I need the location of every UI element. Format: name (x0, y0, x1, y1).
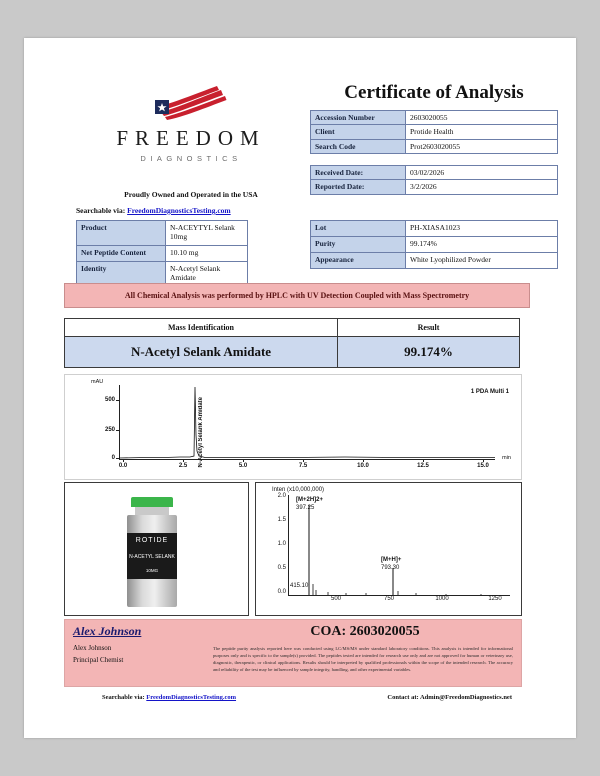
ms-annotation-doubly-charged: [M+2H]2+ (296, 497, 324, 503)
analysis-method-banner: All Chemical Analysis was performed by HPLC with UV Detection Coupled with Mass Spectrometry (64, 283, 530, 308)
chromatogram-xtick-6: 15.0 (477, 463, 489, 469)
accession-number-label: Accession Number (311, 111, 406, 125)
dates-table (310, 165, 558, 195)
product-table (76, 220, 248, 286)
disclaimer-text: The peptide purity analysis reported here was conducted using LC/MS/MS under standard laboratory conditions. This analysis is intended for informational purposes only and is specific to the sample(s) provided. The peptides tested are intended for research use only and are not approved for human or veterinary use, diagnostic, therapeutic, or clinical applications. Results should be interpreted by qualified professionals within the scope of the intended research. The accuracy and reliability of the test may be influenced by sample integrity, handling, and other experimental variables. (213, 646, 513, 672)
ms-ytick-2: 1.0 (277, 541, 286, 547)
ms-xtick-2: 1000 (435, 596, 449, 602)
vial-label (127, 533, 177, 579)
table-row (311, 180, 558, 194)
purity-result-value: 99.174% (338, 337, 520, 368)
mass-spectrum-chart (255, 482, 522, 616)
table-row (311, 221, 558, 237)
product-value: N-ACEYTYL Selank 10mg (166, 221, 248, 246)
table-row (77, 246, 248, 262)
chromatogram-xtick-5: 12.5 (417, 463, 429, 469)
accession-table (310, 110, 558, 154)
searchable-link-top[interactable]: FreedomDiagnosticsTesting.com (127, 206, 231, 215)
coa-number: COA: 2603020055 (310, 624, 420, 639)
chromatogram-xtick-2: 5.0 (238, 463, 248, 469)
vial-dose-text: 10MG (145, 568, 159, 573)
table-row (77, 221, 248, 246)
searchable-via-top (76, 206, 231, 215)
searchable-link-bottom[interactable]: FreedomDiagnosticsTesting.com (146, 694, 237, 701)
ms-ytick-1: 0.5 (277, 565, 286, 571)
ms-ytick-3: 1.5 (277, 517, 286, 523)
received-date-label: Received Date: (311, 166, 406, 180)
table-row (65, 337, 520, 368)
document-sheet (24, 38, 576, 738)
chromatogram-legend: 1 PDA Multi 1 (470, 389, 509, 395)
vial-illustration (123, 497, 181, 607)
vial-cap (131, 497, 173, 507)
table-header-row (65, 319, 520, 337)
identity-label: Identity (77, 262, 166, 286)
contact-email: Admin@FreedomDiagnostics.net (419, 694, 512, 701)
result-header: Result (338, 319, 520, 337)
analyte-name-value: N-Acetyl Selank Amidate (65, 337, 338, 368)
net-peptide-content-label: Net Peptide Content (77, 246, 166, 262)
signer-name: Alex Johnson (73, 644, 112, 652)
vial-product-text: N-ACETYL SELANK (129, 554, 175, 560)
chromatogram-y-axis-unit: mAU (91, 379, 104, 385)
table-row (311, 125, 558, 139)
product-label: Product (77, 221, 166, 246)
identity-value: N-Acetyl Selank Amidate (166, 262, 248, 286)
proudly-made-text: Proudly Owned and Operated in the USA (124, 190, 258, 199)
ms-trace (256, 483, 521, 615)
table-row (311, 111, 558, 125)
footer-panel (64, 619, 522, 687)
document-inner (24, 38, 576, 738)
searchable-label-bottom: Searchable via: (102, 694, 145, 701)
reported-date-label: Reported Date: (311, 180, 406, 194)
table-row (77, 262, 248, 286)
ms-annotation-singly-charged: [M+H]+ (381, 557, 402, 563)
chromatogram-xtick-4: 10.0 (357, 463, 369, 469)
ms-xtick-1: 750 (383, 596, 395, 602)
flag-swoosh-icon (155, 86, 227, 120)
chromatogram-ytick-500: 500 (104, 397, 115, 403)
accession-number-value: 2603020055 (406, 111, 558, 125)
chromatogram-peak-annotation: N-Acetyl Selank Amidate (198, 397, 204, 468)
client-value: Protide Health (406, 125, 558, 139)
ms-xtick-0: 500 (330, 596, 342, 602)
appearance-value: White Lyophilized Powder (406, 253, 558, 269)
contact-info (387, 694, 512, 701)
search-code-label: Search Code (311, 139, 406, 153)
hplc-chromatogram (64, 374, 522, 480)
search-code-value: Prot2603020055 (406, 139, 558, 153)
table-row (311, 139, 558, 153)
client-label: Client (311, 125, 406, 139)
page-title: Certificate of Analysis (344, 82, 524, 103)
contact-label: Contact at: (387, 694, 419, 701)
received-date-value: 03/02/2026 (406, 166, 558, 180)
signature: Alex Johnson (73, 624, 142, 638)
mass-identification-header: Mass Identification (65, 319, 338, 337)
logo-subtitle: DIAGNOSTICS (140, 154, 242, 163)
vial-brand-text: ROTIDE (135, 537, 169, 544)
chromatogram-ytick-0: 0 (111, 455, 115, 461)
searchable-label-top: Searchable via: (76, 206, 126, 215)
searchable-via-bottom (102, 694, 236, 701)
net-peptide-content-value: 10.10 mg (166, 246, 248, 262)
lot-value: PH-XIASA1023 (406, 221, 558, 237)
flag-icon (155, 86, 227, 120)
table-row (311, 166, 558, 180)
chromatogram-ytick-250: 250 (104, 427, 115, 433)
company-logo (86, 86, 296, 163)
ms-y-axis-label: Inten (x10,000,000) (272, 487, 325, 493)
logo-wordmark: FREEDOM (116, 126, 266, 150)
appearance-label: Appearance (311, 253, 406, 269)
chromatogram-trace (65, 375, 521, 479)
chromatogram-xtick-1: 2.5 (178, 463, 188, 469)
lot-table (310, 220, 558, 269)
vial-neck (135, 507, 169, 515)
chromatogram-xtick-0: 0.0 (118, 463, 128, 469)
ms-ytick-0: 0.0 (277, 589, 286, 595)
ms-ytick-4: 2.0 (277, 493, 286, 499)
chromatogram-x-axis-unit: min (502, 455, 511, 461)
product-vial-photo (64, 482, 249, 616)
ms-annotation-415: 415.10 (290, 583, 309, 589)
reported-date-value: 3/2/2026 (406, 180, 558, 194)
ms-xtick-3: 1250 (488, 596, 502, 602)
signer-title: Principal Chemist (73, 656, 124, 664)
chromatogram-xtick-3: 7.5 (298, 463, 308, 469)
purity-label: Purity (311, 237, 406, 253)
ms-annotation-doubly-charged-mz: 397.25 (296, 505, 315, 511)
table-row (311, 253, 558, 269)
purity-value: 99.174% (406, 237, 558, 253)
table-row (311, 237, 558, 253)
mass-identification-table (64, 318, 520, 368)
ms-annotation-singly-charged-mz: 793.30 (381, 565, 400, 571)
lot-label: Lot (311, 221, 406, 237)
